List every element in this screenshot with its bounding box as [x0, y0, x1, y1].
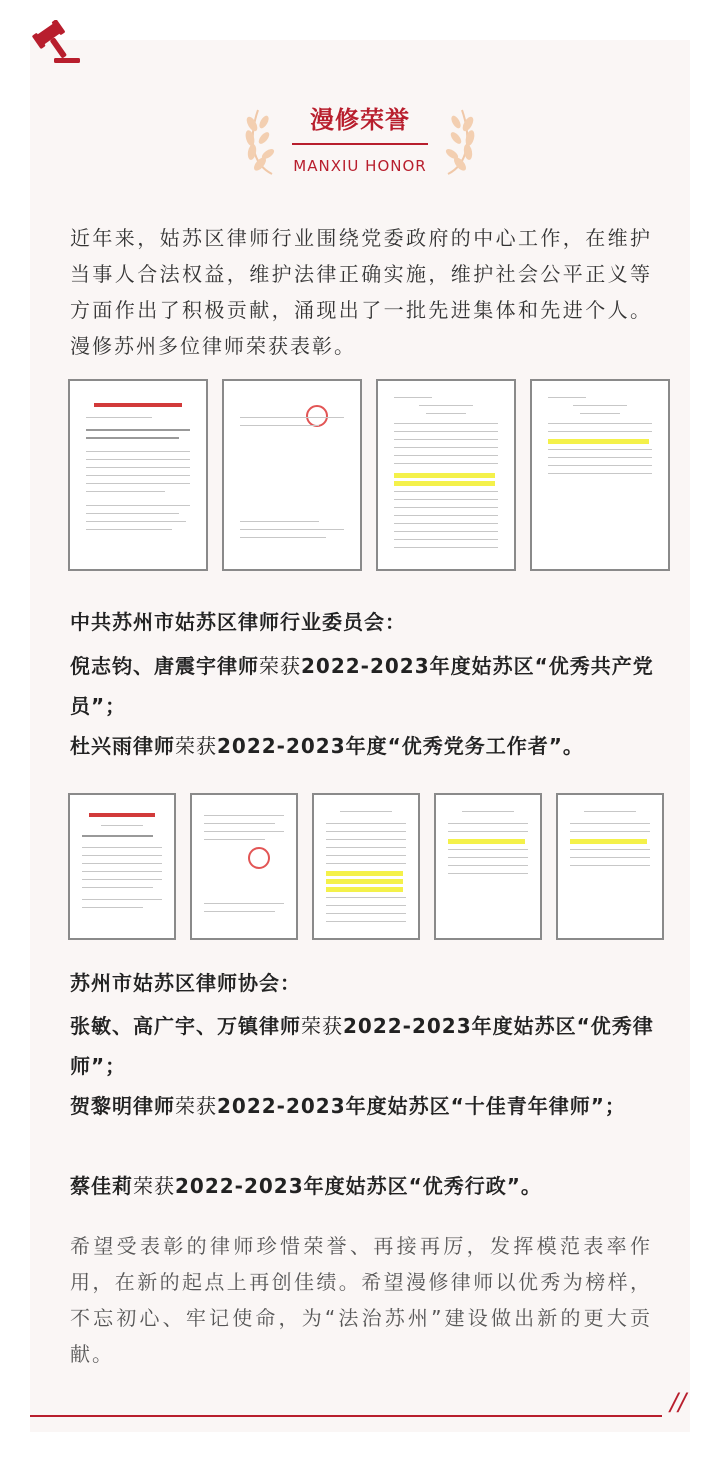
- intro-paragraph: 近年来，姑苏区律师行业围绕党委政府的中心工作，在维护当事人合法权益，维护法律正确实施，维护社会公平正义等方面作出了积极贡献，涌现出了一批先进集体和先进个人。漫修苏州多位律师荣获表彰。: [70, 226, 652, 358]
- document-gallery-2: [68, 793, 664, 940]
- award-verb: 荣获: [175, 734, 217, 758]
- award-line: [70, 1006, 660, 1086]
- closing-paragraph: 希望受表彰的律师珍惜荣誉、再接再厉，发挥模范表率作用，在新的起点上再创佳绩。希望漫修律师以优秀为榜样，不忘初心、牢记使命，为“法治苏州”建设做出新的更大贡献。: [70, 1234, 652, 1366]
- award-line: [70, 726, 660, 766]
- award-names: 贺黎明律师: [70, 1094, 175, 1118]
- document-thumbnail[interactable]: [556, 793, 664, 940]
- award-names: 张敏、高广宇、万镇律师: [70, 1014, 301, 1038]
- org-name-party-committee: 中共苏州市姑苏区律师行业委员会：: [70, 610, 406, 634]
- award-line: [70, 1086, 660, 1126]
- document-thumbnail[interactable]: [190, 793, 298, 940]
- award-title: 2022-2023年度姑苏区“优秀共产党员”；: [70, 654, 654, 718]
- award-names: 蔡佳莉: [70, 1174, 133, 1198]
- award-line: [70, 646, 660, 726]
- section-heading: [0, 100, 720, 175]
- award-names: 倪志钧、唐震宇律师: [70, 654, 259, 678]
- document-thumbnail[interactable]: [434, 793, 542, 940]
- award-names: 杜兴雨律师: [70, 734, 175, 758]
- gavel-icon: [30, 20, 82, 64]
- award-title: 2022-2023年度“优秀党务工作者”。: [217, 734, 584, 758]
- document-thumbnail[interactable]: [68, 793, 176, 940]
- document-thumbnail[interactable]: [312, 793, 420, 940]
- footer-divider: [30, 1415, 662, 1417]
- document-thumbnail[interactable]: [222, 379, 362, 571]
- award-title: 2022-2023年度姑苏区“十佳青年律师”；: [217, 1094, 626, 1118]
- footer-mark: //: [670, 1388, 687, 1416]
- award-verb: 荣获: [259, 654, 301, 678]
- award-title: 2022-2023年度姑苏区“优秀律师”；: [70, 1014, 654, 1078]
- document-thumbnail[interactable]: [530, 379, 670, 571]
- heading-subtitle: MANXIU HONOR: [293, 157, 427, 175]
- document-thumbnail[interactable]: [68, 379, 208, 571]
- award-line: [70, 1166, 660, 1206]
- document-gallery-1: [68, 379, 670, 571]
- award-verb: 荣获: [133, 1174, 175, 1198]
- award-verb: 荣获: [175, 1094, 217, 1118]
- document-thumbnail[interactable]: [376, 379, 516, 571]
- award-verb: 荣获: [301, 1014, 343, 1038]
- heading-title: 漫修荣誉: [292, 100, 428, 145]
- org-name-lawyers-association: 苏州市姑苏区律师协会：: [70, 971, 301, 995]
- award-title: 2022-2023年度姑苏区“优秀行政”。: [175, 1174, 542, 1198]
